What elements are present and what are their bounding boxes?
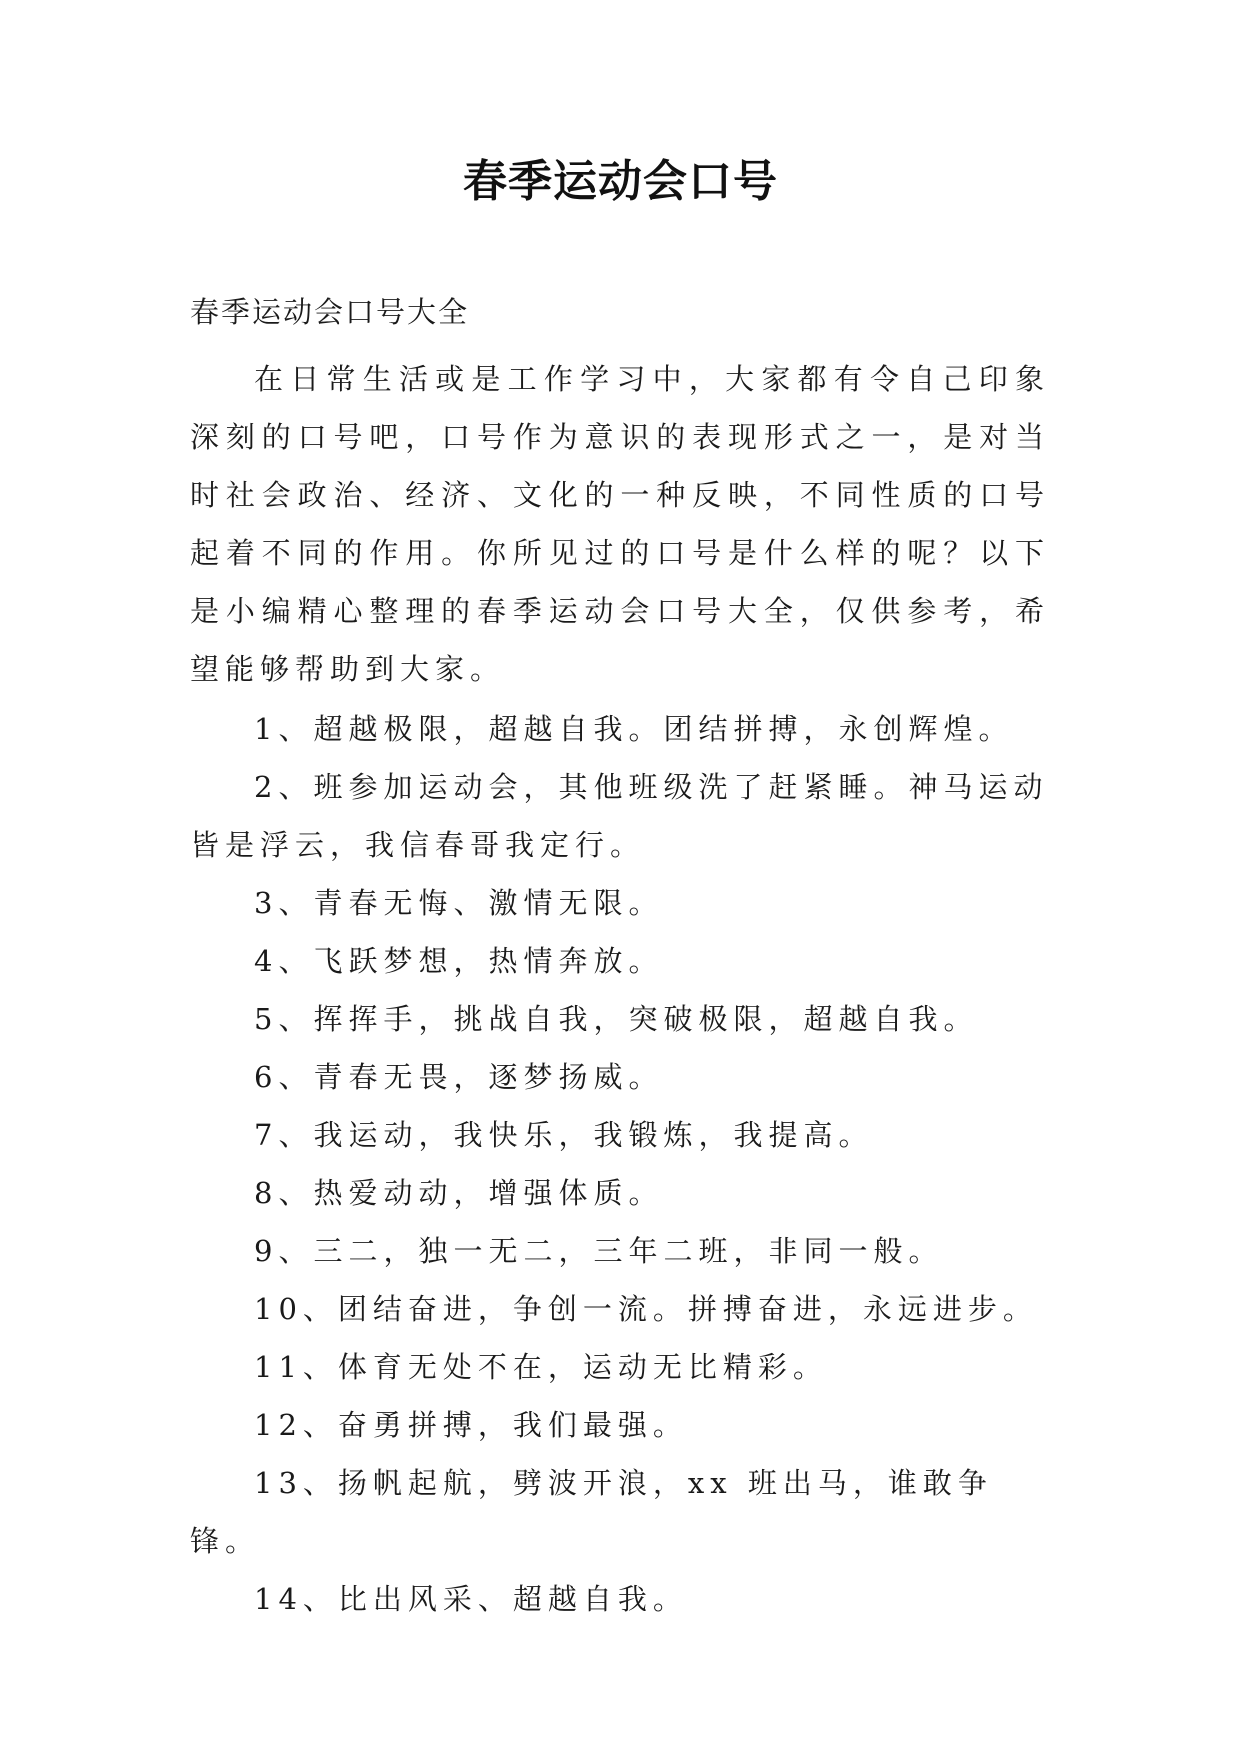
section-heading: 春季运动会口号大全 <box>190 295 470 329</box>
slogan-item: 9、三二，独一无二，三年二班，非同一般。 <box>254 1234 944 1268</box>
slogan-item: 3、青春无悔、激情无限。 <box>254 886 664 920</box>
slogan-item: 11、体育无处不在，运动无比精彩。 <box>254 1350 828 1384</box>
slogan-item: 12、奋勇拼搏，我们最强。 <box>254 1408 688 1442</box>
slogan-list <box>190 700 1050 1628</box>
slogan-item: 4、飞跃梦想，热情奔放。 <box>254 944 664 978</box>
slogan-item: 10、团结奋进，争创一流。拼搏奋进，永远进步。 <box>254 1292 1038 1326</box>
slogan-item: 7、我运动，我快乐，我锻炼，我提高。 <box>254 1118 874 1152</box>
page-title: 春季运动会口号 <box>463 156 778 207</box>
slogan-item: 8、热爱动动，增强体质。 <box>254 1176 664 1210</box>
slogan-item: 1、超越极限，超越自我。团结拼搏，永创辉煌。 <box>254 712 1014 746</box>
slogan-item: 6、青春无畏，逐梦扬威。 <box>254 1060 664 1094</box>
slogan-item: 2、班参加运动会，其他班级洗了赶紧睡。神马运动皆是浮云，我信春哥我定行。 <box>190 770 1049 862</box>
slogan-item: 13、扬帆起航，劈波开浪，xx 班出马，谁敢争锋。 <box>190 1466 993 1558</box>
slogan-item: 14、比出风采、超越自我。 <box>254 1582 688 1616</box>
slogan-item: 5、挥挥手，挑战自我，突破极限，超越自我。 <box>254 1002 979 1036</box>
intro-paragraph: 在日常生活或是工作学习中，大家都有令自己印象深刻的口号吧，口号作为意识的表现形式之一，是对当时社会政治、经济、文化的一种反映，不同性质的口号起着不同的作用。你所见过的口号是什么样的呢？以下是小编精心整理的春季运动会口号大全，仅供参考，希望能够帮助到大家。 <box>190 362 1050 686</box>
